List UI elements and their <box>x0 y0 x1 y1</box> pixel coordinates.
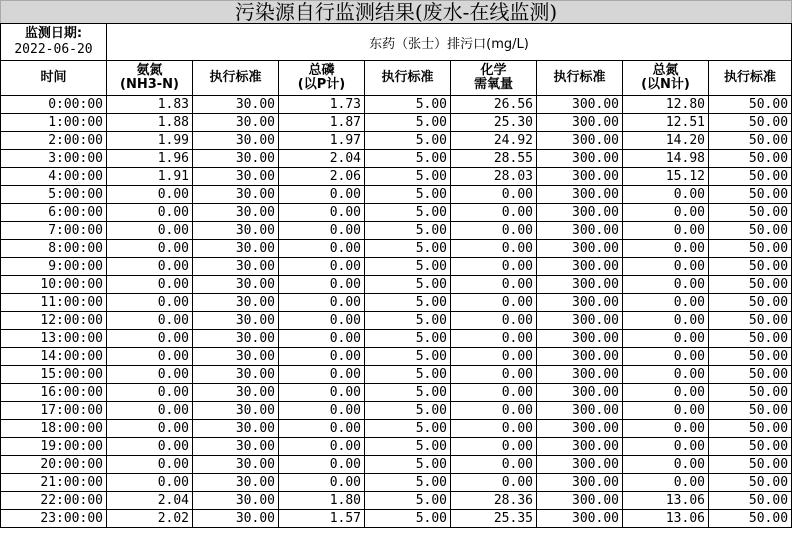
time-cell: 20:00:00 <box>1 456 107 474</box>
table-row <box>1 186 792 204</box>
time-cell: 16:00:00 <box>1 384 107 402</box>
value-cell: 0.00 <box>107 420 193 438</box>
value-cell: 1.73 <box>279 96 365 114</box>
value-cell: 1.99 <box>107 132 193 150</box>
value-cell: 26.56 <box>451 96 537 114</box>
value-cell: 14.98 <box>623 150 709 168</box>
value-cell: 15.12 <box>623 168 709 186</box>
time-cell: 13:00:00 <box>1 330 107 348</box>
value-cell: 5.00 <box>365 474 451 492</box>
value-cell: 0.00 <box>451 420 537 438</box>
table-row <box>1 294 792 312</box>
value-cell: 50.00 <box>709 366 792 384</box>
value-cell: 50.00 <box>709 492 792 510</box>
value-cell: 30.00 <box>193 258 279 276</box>
value-cell: 300.00 <box>537 294 623 312</box>
value-cell: 28.36 <box>451 492 537 510</box>
value-cell: 50.00 <box>709 438 792 456</box>
time-cell: 17:00:00 <box>1 402 107 420</box>
value-cell: 300.00 <box>537 510 623 528</box>
column-header-line: (以P计) <box>297 77 346 92</box>
value-cell: 13.06 <box>623 492 709 510</box>
value-cell: 300.00 <box>537 492 623 510</box>
table-row <box>1 312 792 330</box>
value-cell: 5.00 <box>365 150 451 168</box>
value-cell: 30.00 <box>193 438 279 456</box>
date-label: 监测日期: <box>24 26 83 41</box>
value-cell: 50.00 <box>709 240 792 258</box>
value-cell: 50.00 <box>709 402 792 420</box>
value-cell: 300.00 <box>537 168 623 186</box>
value-cell: 0.00 <box>451 330 537 348</box>
time-cell: 14:00:00 <box>1 348 107 366</box>
value-cell: 30.00 <box>193 114 279 132</box>
value-cell: 50.00 <box>709 312 792 330</box>
value-cell: 0.00 <box>107 204 193 222</box>
value-cell: 30.00 <box>193 330 279 348</box>
value-cell: 0.00 <box>107 348 193 366</box>
value-cell: 0.00 <box>451 276 537 294</box>
table-row <box>1 204 792 222</box>
value-cell: 0.00 <box>279 312 365 330</box>
value-cell: 50.00 <box>709 384 792 402</box>
value-cell: 5.00 <box>365 438 451 456</box>
value-cell: 50.00 <box>709 114 792 132</box>
value-cell: 300.00 <box>537 420 623 438</box>
column-header <box>623 61 709 96</box>
table-row <box>1 132 792 150</box>
value-cell: 50.00 <box>709 132 792 150</box>
value-cell: 0.00 <box>279 258 365 276</box>
time-cell: 15:00:00 <box>1 366 107 384</box>
value-cell: 25.30 <box>451 114 537 132</box>
value-cell: 50.00 <box>709 222 792 240</box>
value-cell: 25.35 <box>451 510 537 528</box>
time-cell: 10:00:00 <box>1 276 107 294</box>
value-cell: 0.00 <box>451 384 537 402</box>
value-cell: 30.00 <box>193 132 279 150</box>
value-cell: 50.00 <box>709 204 792 222</box>
value-cell: 5.00 <box>365 168 451 186</box>
value-cell: 0.00 <box>107 222 193 240</box>
table-row <box>1 258 792 276</box>
column-header <box>709 61 792 96</box>
table-row <box>1 402 792 420</box>
value-cell: 1.57 <box>279 510 365 528</box>
table-row <box>1 420 792 438</box>
value-cell: 30.00 <box>193 96 279 114</box>
value-cell: 1.96 <box>107 150 193 168</box>
table-row <box>1 348 792 366</box>
value-cell: 0.00 <box>451 348 537 366</box>
time-cell: 5:00:00 <box>1 186 107 204</box>
value-cell: 50.00 <box>709 420 792 438</box>
value-cell: 30.00 <box>193 204 279 222</box>
value-cell: 300.00 <box>537 222 623 240</box>
value-cell: 5.00 <box>365 456 451 474</box>
value-cell: 2.04 <box>107 492 193 510</box>
value-cell: 30.00 <box>193 276 279 294</box>
value-cell: 0.00 <box>623 222 709 240</box>
column-header-line: 总磷 <box>308 63 335 78</box>
value-cell: 12.51 <box>623 114 709 132</box>
time-cell: 23:00:00 <box>1 510 107 528</box>
value-cell: 300.00 <box>537 276 623 294</box>
value-cell: 5.00 <box>365 330 451 348</box>
value-cell: 0.00 <box>107 438 193 456</box>
value-cell: 12.80 <box>623 96 709 114</box>
value-cell: 50.00 <box>709 150 792 168</box>
table-row <box>1 150 792 168</box>
value-cell: 0.00 <box>279 366 365 384</box>
value-cell: 5.00 <box>365 240 451 258</box>
table-row <box>1 492 792 510</box>
table-row <box>1 168 792 186</box>
value-cell: 0.00 <box>623 384 709 402</box>
column-header <box>107 61 193 96</box>
value-cell: 300.00 <box>537 348 623 366</box>
time-cell: 12:00:00 <box>1 312 107 330</box>
table-row <box>1 276 792 294</box>
time-cell: 4:00:00 <box>1 168 107 186</box>
value-cell: 0.00 <box>279 474 365 492</box>
column-header-line: 执行标准 <box>381 70 434 85</box>
value-cell: 0.00 <box>279 186 365 204</box>
value-cell: 300.00 <box>537 96 623 114</box>
value-cell: 0.00 <box>623 456 709 474</box>
value-cell: 5.00 <box>365 132 451 150</box>
value-cell: 1.80 <box>279 492 365 510</box>
time-cell: 3:00:00 <box>1 150 107 168</box>
value-cell: 0.00 <box>279 204 365 222</box>
value-cell: 0.00 <box>623 276 709 294</box>
value-cell: 0.00 <box>107 294 193 312</box>
value-cell: 5.00 <box>365 294 451 312</box>
value-cell: 30.00 <box>193 348 279 366</box>
value-cell: 0.00 <box>451 258 537 276</box>
value-cell: 28.03 <box>451 168 537 186</box>
value-cell: 5.00 <box>365 222 451 240</box>
value-cell: 0.00 <box>623 438 709 456</box>
value-cell: 0.00 <box>107 276 193 294</box>
outlet-name: 东药（张士）排污口(mg/L) <box>107 24 792 61</box>
value-cell: 0.00 <box>623 474 709 492</box>
value-cell: 0.00 <box>107 330 193 348</box>
value-cell: 50.00 <box>709 510 792 528</box>
value-cell: 0.00 <box>623 294 709 312</box>
value-cell: 50.00 <box>709 168 792 186</box>
value-cell: 50.00 <box>709 186 792 204</box>
value-cell: 5.00 <box>365 204 451 222</box>
value-cell: 30.00 <box>193 150 279 168</box>
value-cell: 300.00 <box>537 330 623 348</box>
date-cell <box>1 24 107 61</box>
table-row <box>1 366 792 384</box>
value-cell: 0.00 <box>451 366 537 384</box>
time-cell: 0:00:00 <box>1 96 107 114</box>
time-cell: 18:00:00 <box>1 420 107 438</box>
time-cell: 7:00:00 <box>1 222 107 240</box>
value-cell: 50.00 <box>709 258 792 276</box>
value-cell: 0.00 <box>623 186 709 204</box>
column-header-line: 总氮 <box>652 63 679 78</box>
value-cell: 5.00 <box>365 258 451 276</box>
column-header <box>279 61 365 96</box>
value-cell: 2.04 <box>279 150 365 168</box>
time-cell: 9:00:00 <box>1 258 107 276</box>
column-header-line: 氨氮 <box>136 63 163 78</box>
value-cell: 30.00 <box>193 402 279 420</box>
value-cell: 300.00 <box>537 114 623 132</box>
value-cell: 0.00 <box>107 258 193 276</box>
value-cell: 300.00 <box>537 366 623 384</box>
value-cell: 50.00 <box>709 276 792 294</box>
value-cell: 50.00 <box>709 294 792 312</box>
value-cell: 0.00 <box>451 186 537 204</box>
value-cell: 0.00 <box>279 240 365 258</box>
value-cell: 0.00 <box>451 294 537 312</box>
value-cell: 1.83 <box>107 96 193 114</box>
time-cell: 1:00:00 <box>1 114 107 132</box>
value-cell: 5.00 <box>365 492 451 510</box>
value-cell: 300.00 <box>537 402 623 420</box>
table-row <box>1 438 792 456</box>
value-cell: 300.00 <box>537 438 623 456</box>
value-cell: 0.00 <box>623 402 709 420</box>
value-cell: 0.00 <box>451 240 537 258</box>
time-cell: 21:00:00 <box>1 474 107 492</box>
value-cell: 0.00 <box>279 384 365 402</box>
value-cell: 5.00 <box>365 420 451 438</box>
value-cell: 0.00 <box>279 276 365 294</box>
table-row <box>1 510 792 528</box>
value-cell: 30.00 <box>193 240 279 258</box>
column-header <box>1 61 107 96</box>
value-cell: 300.00 <box>537 312 623 330</box>
title-row <box>1 1 792 24</box>
value-cell: 0.00 <box>451 402 537 420</box>
value-cell: 30.00 <box>193 168 279 186</box>
table-row <box>1 456 792 474</box>
value-cell: 5.00 <box>365 276 451 294</box>
value-cell: 0.00 <box>107 474 193 492</box>
value-cell: 50.00 <box>709 330 792 348</box>
column-header-line: 时间 <box>40 70 67 85</box>
value-cell: 30.00 <box>193 384 279 402</box>
value-cell: 0.00 <box>623 258 709 276</box>
value-cell: 30.00 <box>193 294 279 312</box>
value-cell: 30.00 <box>193 420 279 438</box>
value-cell: 300.00 <box>537 384 623 402</box>
value-cell: 0.00 <box>451 312 537 330</box>
value-cell: 300.00 <box>537 474 623 492</box>
value-cell: 0.00 <box>107 366 193 384</box>
value-cell: 0.00 <box>623 330 709 348</box>
value-cell: 2.02 <box>107 510 193 528</box>
column-header <box>193 61 279 96</box>
table-row <box>1 96 792 114</box>
time-cell: 22:00:00 <box>1 492 107 510</box>
value-cell: 300.00 <box>537 186 623 204</box>
value-cell: 1.91 <box>107 168 193 186</box>
value-cell: 50.00 <box>709 456 792 474</box>
value-cell: 50.00 <box>709 474 792 492</box>
value-cell: 300.00 <box>537 456 623 474</box>
column-header-line: 执行标准 <box>553 70 606 85</box>
column-header-row <box>1 61 792 96</box>
value-cell: 14.20 <box>623 132 709 150</box>
value-cell: 0.00 <box>279 420 365 438</box>
value-cell: 0.00 <box>279 294 365 312</box>
column-header <box>451 61 537 96</box>
value-cell: 5.00 <box>365 348 451 366</box>
value-cell: 5.00 <box>365 96 451 114</box>
value-cell: 5.00 <box>365 312 451 330</box>
value-cell: 30.00 <box>193 456 279 474</box>
value-cell: 1.97 <box>279 132 365 150</box>
value-cell: 0.00 <box>623 312 709 330</box>
value-cell: 0.00 <box>107 402 193 420</box>
table-row <box>1 330 792 348</box>
value-cell: 2.06 <box>279 168 365 186</box>
value-cell: 30.00 <box>193 186 279 204</box>
column-header <box>365 61 451 96</box>
value-cell: 0.00 <box>279 456 365 474</box>
column-header-line: 执行标准 <box>724 70 777 85</box>
value-cell: 300.00 <box>537 240 623 258</box>
value-cell: 0.00 <box>279 438 365 456</box>
value-cell: 0.00 <box>279 222 365 240</box>
value-cell: 30.00 <box>193 492 279 510</box>
value-cell: 0.00 <box>107 384 193 402</box>
value-cell: 0.00 <box>623 366 709 384</box>
value-cell: 300.00 <box>537 150 623 168</box>
value-cell: 0.00 <box>451 456 537 474</box>
column-header <box>537 61 623 96</box>
value-cell: 0.00 <box>623 240 709 258</box>
value-cell: 0.00 <box>279 348 365 366</box>
time-cell: 2:00:00 <box>1 132 107 150</box>
column-header-line: (以N计) <box>641 77 690 92</box>
value-cell: 0.00 <box>279 402 365 420</box>
value-cell: 0.00 <box>107 312 193 330</box>
value-cell: 0.00 <box>623 420 709 438</box>
value-cell: 0.00 <box>107 186 193 204</box>
value-cell: 5.00 <box>365 114 451 132</box>
value-cell: 50.00 <box>709 348 792 366</box>
value-cell: 0.00 <box>623 348 709 366</box>
value-cell: 5.00 <box>365 366 451 384</box>
time-cell: 8:00:00 <box>1 240 107 258</box>
value-cell: 24.92 <box>451 132 537 150</box>
value-cell: 0.00 <box>623 204 709 222</box>
table-row <box>1 222 792 240</box>
value-cell: 0.00 <box>451 222 537 240</box>
value-cell: 13.06 <box>623 510 709 528</box>
value-cell: 5.00 <box>365 402 451 420</box>
time-cell: 6:00:00 <box>1 204 107 222</box>
value-cell: 0.00 <box>451 438 537 456</box>
table-row <box>1 474 792 492</box>
table-row <box>1 114 792 132</box>
value-cell: 30.00 <box>193 474 279 492</box>
value-cell: 0.00 <box>451 204 537 222</box>
value-cell: 300.00 <box>537 258 623 276</box>
column-header-line: 需氧量 <box>473 77 513 92</box>
value-cell: 5.00 <box>365 186 451 204</box>
value-cell: 0.00 <box>451 474 537 492</box>
table-row <box>1 384 792 402</box>
value-cell: 0.00 <box>107 240 193 258</box>
column-header-line: 化学 <box>480 63 507 78</box>
value-cell: 0.00 <box>107 456 193 474</box>
value-cell: 1.88 <box>107 114 193 132</box>
value-cell: 5.00 <box>365 510 451 528</box>
value-cell: 50.00 <box>709 96 792 114</box>
time-cell: 19:00:00 <box>1 438 107 456</box>
value-cell: 30.00 <box>193 222 279 240</box>
value-cell: 5.00 <box>365 384 451 402</box>
column-header-line: 执行标准 <box>209 70 262 85</box>
value-cell: 28.55 <box>451 150 537 168</box>
date-outlet-row <box>1 24 792 61</box>
value-cell: 300.00 <box>537 204 623 222</box>
value-cell: 30.00 <box>193 312 279 330</box>
value-cell: 1.87 <box>279 114 365 132</box>
date-value: 2022-06-20 <box>14 42 93 57</box>
time-cell: 11:00:00 <box>1 294 107 312</box>
value-cell: 30.00 <box>193 510 279 528</box>
value-cell: 0.00 <box>279 330 365 348</box>
page-title: 污染源自行监测结果(废水-在线监测) <box>1 1 792 24</box>
column-header-line: (NH3-N) <box>120 77 179 92</box>
value-cell: 30.00 <box>193 366 279 384</box>
table-row <box>1 240 792 258</box>
value-cell: 300.00 <box>537 132 623 150</box>
